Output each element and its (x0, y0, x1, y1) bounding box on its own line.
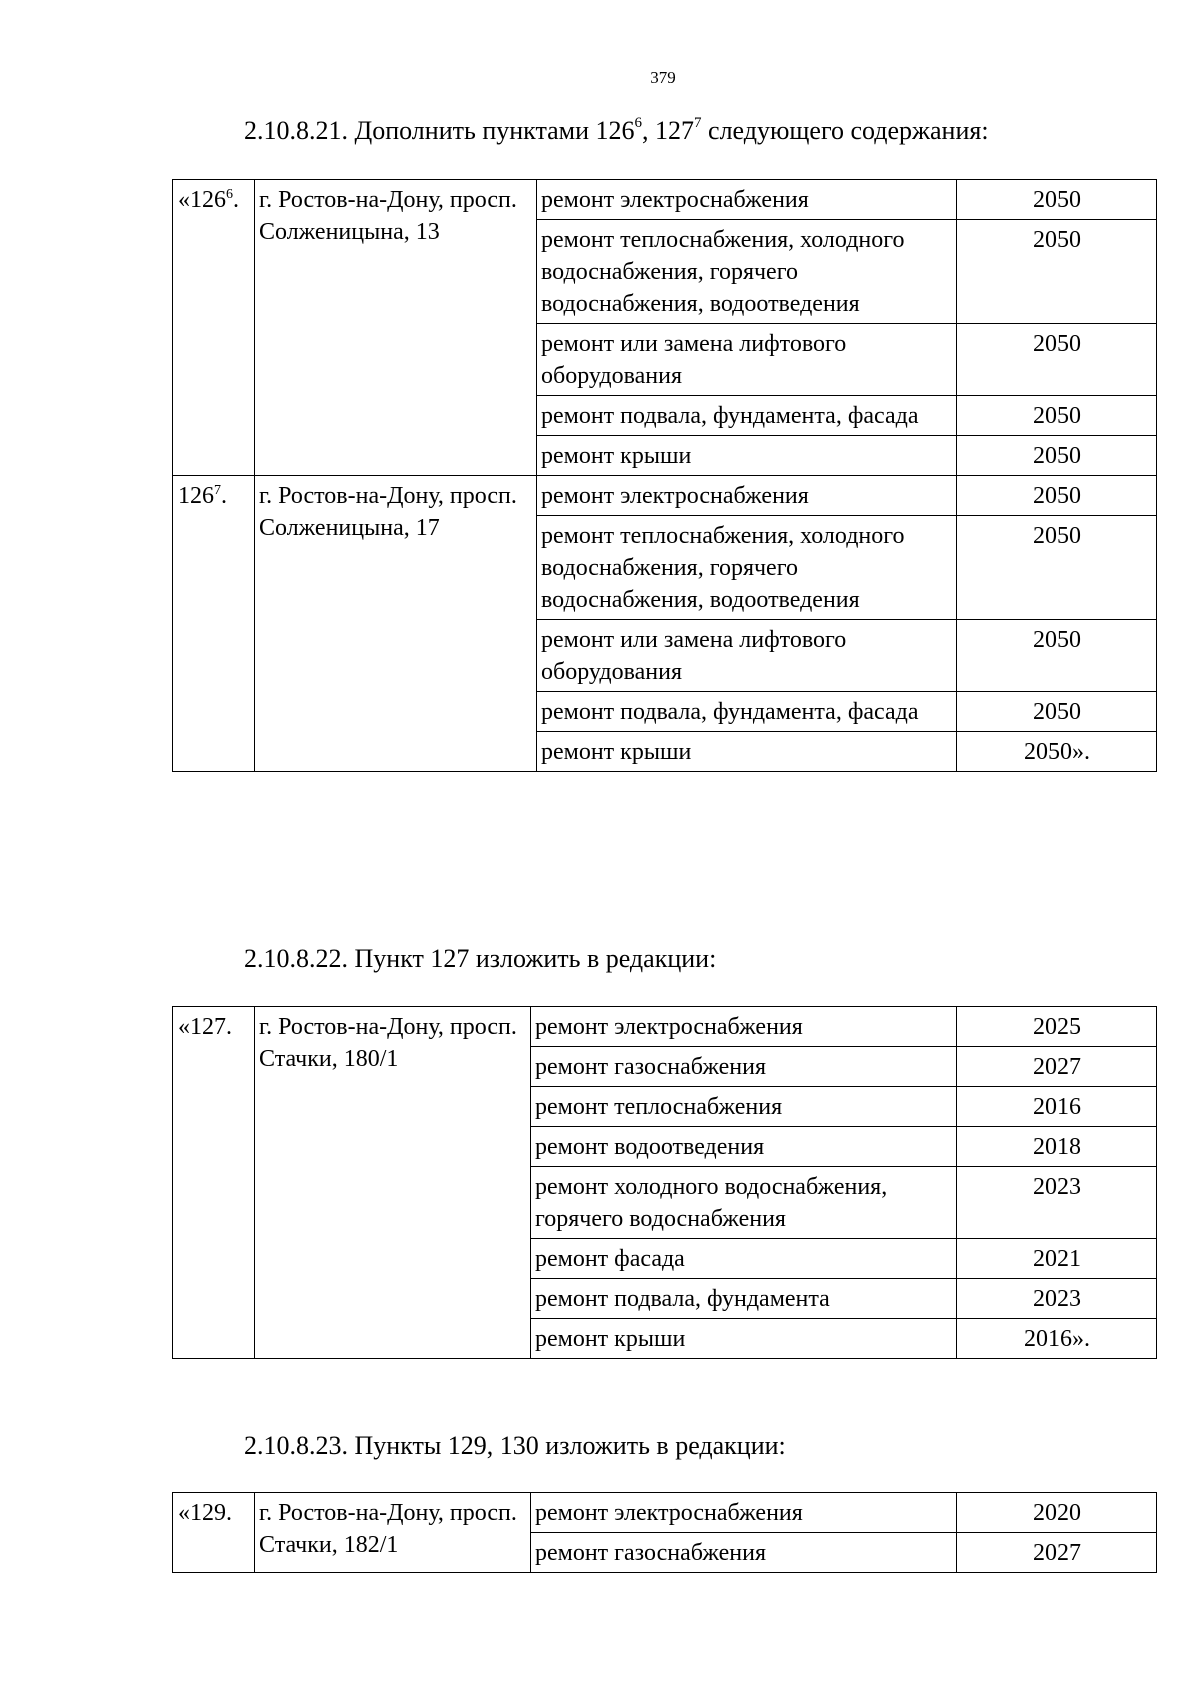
address-cell: г. Ростов-на-Дону, просп. Стачки, 180/1 (255, 1007, 531, 1359)
section-heading-3: 2.10.8.23. Пункты 129, 130 изложить в редакции: (244, 1431, 786, 1460)
table-row (173, 180, 1157, 220)
year-cell: 2050 (957, 620, 1157, 692)
works-table-2 (172, 1006, 1157, 1359)
item-number: «$126^6$. (173, 180, 255, 476)
year-cell: 2050 (957, 324, 1157, 396)
table-row (173, 1007, 1157, 1047)
work-cell: ремонт электроснабжения (537, 476, 957, 516)
work-cell: ремонт крыши (537, 436, 957, 476)
work-cell: ремонт крыши (537, 732, 957, 772)
year-cell: 2020 (957, 1493, 1157, 1533)
work-cell: ремонт холодного водоснабжения, горячего водоснабжения (531, 1167, 957, 1239)
work-cell: ремонт фасада (531, 1239, 957, 1279)
works-table-3 (172, 1492, 1157, 1573)
year-cell: 2050». (957, 732, 1157, 772)
section-heading-2: 2.10.8.22. Пункт 127 изложить в редакции: (244, 944, 717, 973)
year-cell: 2050 (957, 396, 1157, 436)
work-cell: ремонт теплоснабжения (531, 1087, 957, 1127)
year-cell: 2016 (957, 1087, 1157, 1127)
work-cell: ремонт подвала, фундамента, фасада (537, 692, 957, 732)
year-cell: 2050 (957, 436, 1157, 476)
year-cell: 2016». (957, 1319, 1157, 1359)
page-number: 379 (650, 68, 676, 87)
address-cell: г. Ростов-на-Дону, просп. Стачки, 182/1 (255, 1493, 531, 1573)
year-cell: 2027 (957, 1533, 1157, 1573)
address-cell: г. Ростов-на-Дону, просп. Солженицына, 17 (255, 476, 537, 772)
work-cell: ремонт подвала, фундамента (531, 1279, 957, 1319)
year-cell: 2025 (957, 1007, 1157, 1047)
work-cell: ремонт электроснабжения (531, 1493, 957, 1533)
year-cell: 2050 (957, 476, 1157, 516)
address-cell: г. Ростов-на-Дону, просп. Солженицына, 13 (255, 180, 537, 476)
item-number: $126^7$. (173, 476, 255, 772)
work-cell: ремонт теплоснабжения, холодного водоснабжения, горячего водоснабжения, водоотведения (537, 516, 957, 620)
year-cell: 2018 (957, 1127, 1157, 1167)
year-cell: 2050 (957, 180, 1157, 220)
item-number: «129. (173, 1493, 255, 1573)
work-cell: ремонт подвала, фундамента, фасада (537, 396, 957, 436)
year-cell: 2050 (957, 220, 1157, 324)
work-cell: ремонт электроснабжения (531, 1007, 957, 1047)
work-cell: ремонт водоотведения (531, 1127, 957, 1167)
work-cell: ремонт крыши (531, 1319, 957, 1359)
work-cell: ремонт электроснабжения (537, 180, 957, 220)
work-cell: ремонт газоснабжения (531, 1047, 957, 1087)
year-cell: 2023 (957, 1167, 1157, 1239)
table-row (173, 476, 1157, 516)
table-row (173, 1493, 1157, 1533)
work-cell: ремонт или замена лифтового оборудования (537, 620, 957, 692)
year-cell: 2027 (957, 1047, 1157, 1087)
item-number: «127. (173, 1007, 255, 1359)
works-table-1 (172, 179, 1157, 772)
year-cell: 2050 (957, 516, 1157, 620)
year-cell: 2050 (957, 692, 1157, 732)
year-cell: 2021 (957, 1239, 1157, 1279)
year-cell: 2023 (957, 1279, 1157, 1319)
work-cell: ремонт газоснабжения (531, 1533, 957, 1573)
section-heading-1: 2.10.8.21. Дополнить пунктами $126^6$, $127^7$ следующего содержания: (244, 115, 989, 145)
work-cell: ремонт теплоснабжения, холодного водоснабжения, горячего водоснабжения, водоотведения (537, 220, 957, 324)
work-cell: ремонт или замена лифтового оборудования (537, 324, 957, 396)
